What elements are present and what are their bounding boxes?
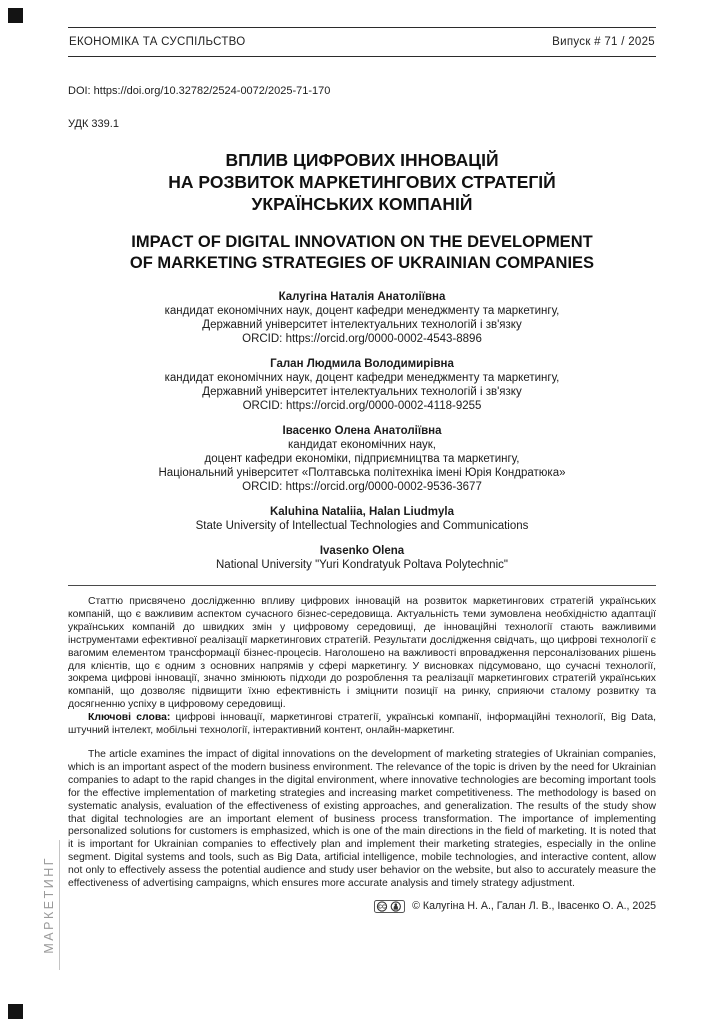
article-title-uk: [68, 149, 656, 215]
abstract-uk: Статтю присвячено дослідженню впливу цифрових інновацій на розвиток маркетингових стратегій українських компаній, що є важливим аспектом сучасного бізнес-середовища. Актуальність теми зумовлена необхідністю адаптації українських компаній до швидких змін у цифровому середовищі, де інноваційні технології стають важливими інструментами ефективної реалізації маркетингових стратегій. Результати дослідження свідчать, що цифрові технології є вагомим елементом трансформації бізнес-процесів. Наголошено на важливості впровадження персоналізованих рішень для клієнтів, що є одним з основних напрямів у сфері маркетингу. У висновках підсумовано, що сучасні технології, зокрема цифрові інновації, значно змінюють підходи до розроблення та реалізації маркетингових стратегій українських компаній, що дозволяє підвищити їхню ефективність і зміцнити позиції на ринку, сприяючи сталому розвитку та досягненню успіху в цифровому середовищі.: [68, 596, 656, 711]
author-affiliation: кандидат економічних наук, доцент кафедри менеджменту та маркетингу,: [164, 372, 560, 384]
journal-title: ЕКОНОМІКА ТА СУСПІЛЬСТВО: [69, 36, 246, 48]
author-name: Kaluhina Nataliia, Halan Liudmyla: [269, 506, 455, 518]
keywords-label: Ключові слова:: [88, 712, 176, 724]
author-affiliation: Державний університет інтелектуальних технологій і зв'язку: [202, 319, 522, 331]
article-title-uk-line: НА РОЗВИТОК МАРКЕТИНГОВИХ СТРАТЕГІЙ: [168, 172, 556, 192]
author-affiliation: State University of Intellectual Technologies and Communications: [195, 520, 529, 532]
author-block: [68, 357, 656, 413]
doi-link[interactable]: DOI: https://doi.org/10.32782/2524-0072/2025-71-170: [68, 85, 331, 97]
udc-code: УДК 339.1: [68, 118, 119, 130]
author-block-en: [68, 505, 656, 533]
keywords-text: цифрові інновації, маркетингові стратегії, українські компанії, інформаційні технології, Big Data, штучний інтелект, мобільні технології, інтерактивний контент, онлайн-маркетинг.: [68, 712, 656, 737]
issue-label: Випуск # 71 / 2025: [552, 36, 655, 48]
author-orcid-link[interactable]: ORCID: https://orcid.org/0000-0002-9536-3677: [242, 481, 482, 493]
abstract-divider: [68, 585, 656, 586]
author-affiliation: доцент кафедри економіки, підприємництва та маркетингу,: [204, 453, 520, 465]
author-affiliation: National University "Yuri Kondratyuk Poltava Polytechnic": [216, 559, 508, 571]
svg-text:CC: CC: [378, 904, 387, 911]
author-affiliation: Національний університет «Полтавська політехніка імені Юрія Кондратюка»: [158, 467, 566, 479]
author-orcid-link[interactable]: ORCID: https://orcid.org/0000-0002-4118-9255: [242, 400, 482, 412]
authors-section: [68, 290, 656, 572]
author-affiliation: кандидат економічних наук,: [288, 439, 436, 451]
author-block: [68, 424, 656, 494]
author-affiliation: кандидат економічних наук, доцент кафедри менеджменту та маркетингу,: [164, 305, 560, 317]
keywords-uk: [68, 712, 656, 738]
article-title-en-line: OF MARKETING STRATEGIES OF UKRAINIAN COMPANIES: [129, 254, 595, 272]
print-mark-top-icon: [8, 8, 23, 23]
article-title-uk-line: ВПЛИВ ЦИФРОВИХ ІННОВАЦІЙ: [225, 150, 499, 170]
page-content: [68, 0, 656, 913]
author-block-en: [68, 544, 656, 572]
author-block: [68, 290, 656, 346]
article-title-en: [68, 232, 656, 274]
author-name: Івасенко Олена Анатоліївна: [282, 425, 442, 437]
print-mark-bottom-icon: [8, 1004, 23, 1019]
author-name: Калугіна Наталія Анатоліївна: [278, 291, 446, 303]
journal-header: [68, 27, 656, 57]
article-title-uk-line: УКРАЇНСЬКИХ КОМПАНІЙ: [251, 194, 473, 214]
footer: [68, 900, 656, 913]
author-orcid-link[interactable]: ORCID: https://orcid.org/0000-0002-4543-8896: [242, 333, 482, 345]
author-name: Галан Людмила Володимирівна: [270, 358, 454, 370]
author-name: Ivasenko Olena: [319, 545, 405, 557]
author-affiliation: Державний університет інтелектуальних технологій і зв'язку: [202, 386, 522, 398]
abstract-en: The article examines the impact of digital innovations on the development of marketing strategies of Ukrainian companies, which is an important aspect of the modern business environment. The relevance of the topic is driven by the need for Ukrainian companies to adapt to the rapid changes in the digital environment, where innovative technologies are becoming important tools for the effective implementation of marketing strategies and increasing market competitiveness. The methodology is based on systematic analysis, evaluation of the effectiveness of existing approaches, and generalization. The results of the study show that digital technologies are an important element of business process transformation. The importance of implementing personalized solutions for customers is emphasized, which is one of the main directions in the field of marketing. It is noted that it is important for Ukrainian companies to effectively plan and implement their marketing strategies, especially in the online segment. Digital systems and tools, such as Big Data, artificial intelligence, mobile technologies, and interactive content, allow not only to effectively assess the potential audience and study user behavior on the website, but also to accurately measure the effectiveness of advertising campaigns, which ensures more accurate analysis and timely strategy adjustment.: [68, 748, 657, 890]
section-label: МАРКЕТИНГ: [41, 856, 56, 954]
copyright-line: © Калугіна Н. А., Галан Л. В., Івасенко О. А., 2025: [412, 900, 656, 913]
section-sidebar: [38, 840, 60, 970]
article-title-en-line: IMPACT OF DIGITAL INNOVATION ON THE DEVELOPMENT: [131, 233, 593, 251]
cc-by-license-badge-icon[interactable]: [374, 900, 405, 913]
